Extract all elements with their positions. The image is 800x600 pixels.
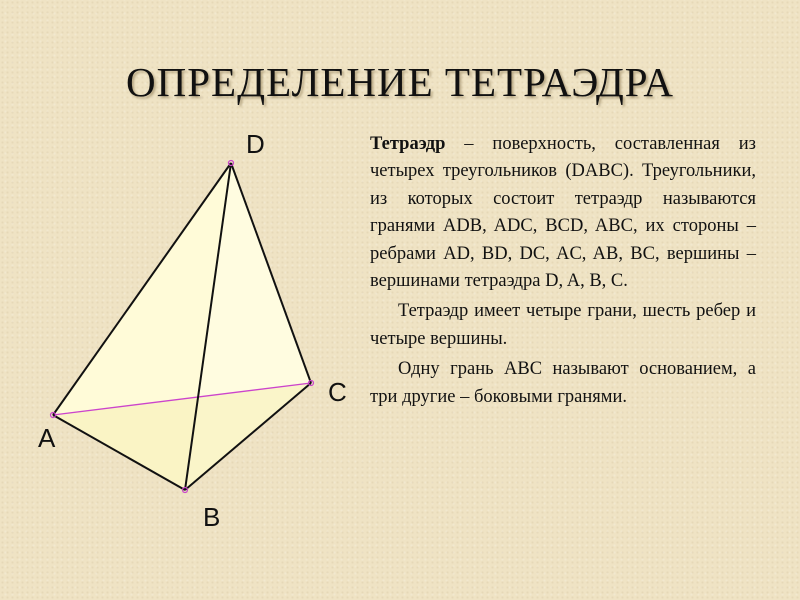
vertex-label-a: A <box>38 423 56 453</box>
term-tetrahedron: Тетраэдр <box>370 134 446 154</box>
base-paragraph: Одну грань ABC называют основанием, а три другие – боковыми гранями. <box>370 359 756 407</box>
properties-paragraph: Тетраэдр имеет четыре грани, шесть ребер и четыре вершины. <box>370 301 756 349</box>
vertex-label-b: B <box>203 502 221 532</box>
vertex-label-c: C <box>328 377 347 407</box>
definition-body: – поверхность, составленная из четырех треугольников (DABC). Треугольники, из которых состоит тетраэдр называются гранями ADB, ADC, BCD, ABC, их стороны – ребрами AD, BD, DC, AC, AB, BC, вершины – вершинами тетраэдра D, A, B, C. <box>370 134 756 292</box>
page-title: ОПРЕДЕЛЕНИЕ ТЕТРАЭДРА <box>126 59 674 105</box>
vertex-label-d: D <box>246 129 265 159</box>
definition-paragraph <box>370 131 756 295</box>
definition-text <box>370 131 756 414</box>
